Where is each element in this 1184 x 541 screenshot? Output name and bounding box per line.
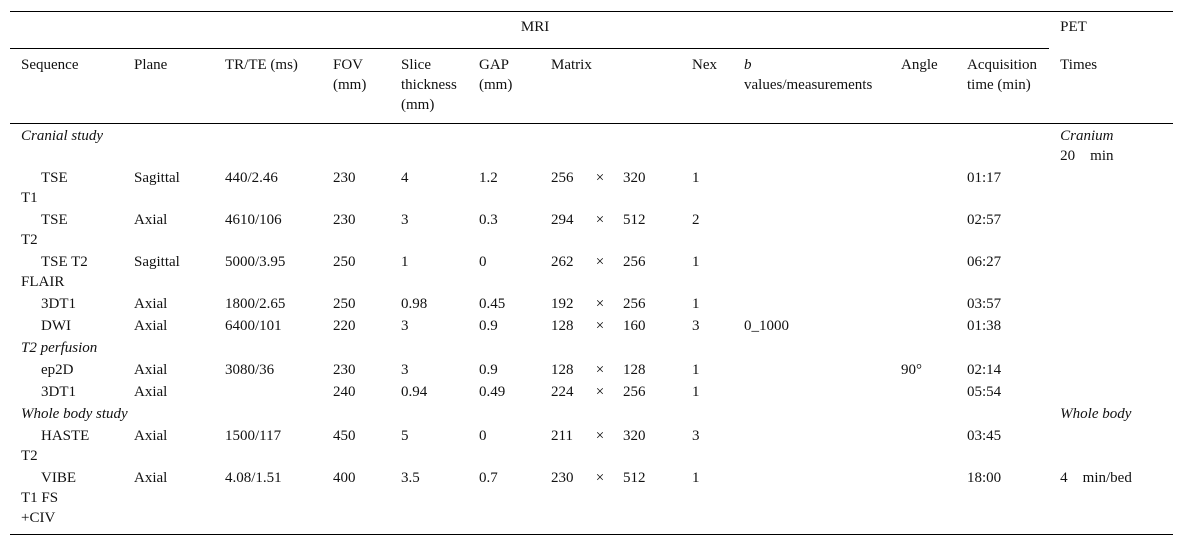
section-label: Whole body study: [21, 406, 128, 422]
sequence-cell: [10, 250, 123, 292]
slice-cell: 3: [401, 362, 409, 378]
pet-time-cell: [1049, 380, 1173, 402]
gap-cell: 0.9: [479, 318, 498, 334]
nex-cell: 1: [692, 362, 700, 378]
b-values-cell: [733, 380, 890, 402]
trte-cell: 1800/2.65: [225, 296, 286, 312]
sequence-name: 3DT1: [41, 384, 76, 400]
sequence-name: HASTE: [41, 428, 90, 444]
section-label: T2 perfusion: [21, 340, 98, 356]
col-header-slice: Slice thickness (mm): [390, 49, 468, 124]
matrix-cell: [540, 250, 681, 292]
matrix-rows: 192: [551, 296, 574, 312]
pet-time-cell: [1049, 250, 1173, 292]
sequence-cell: [10, 380, 123, 402]
times-symbol: ×: [595, 318, 605, 334]
plane-cell: Axial: [134, 362, 168, 378]
matrix-cols: 320: [623, 428, 646, 444]
plane-cell: Sagittal: [134, 170, 180, 186]
matrix-cell: [540, 424, 681, 466]
matrix-cell: [540, 208, 681, 250]
table-row: [10, 292, 1173, 314]
pet-duration: 20 min: [1060, 148, 1114, 164]
acquisition-time-cell: 02:14: [967, 362, 1002, 378]
sequence-cell: [10, 166, 123, 208]
col-header-nex: Nex: [681, 49, 733, 124]
table-body: [10, 124, 1173, 535]
sequence-cell: [10, 466, 123, 535]
matrix-rows: 294: [551, 212, 574, 228]
gap-cell: 0.3: [479, 212, 498, 228]
nex-cell: 3: [692, 318, 700, 334]
matrix-cols: 512: [623, 470, 646, 486]
gap-cell: 0.49: [479, 384, 506, 400]
pet-time-cell: [1049, 208, 1173, 250]
table-row: [10, 424, 1173, 466]
nex-cell: 1: [681, 466, 733, 535]
b-values-cell: [733, 466, 890, 535]
sequence-cell: [10, 208, 123, 250]
b-values-cell: [733, 358, 890, 380]
matrix-rows: 262: [551, 254, 574, 270]
sequence-name: TSE T2: [41, 254, 88, 270]
gap-cell: 0: [479, 428, 487, 444]
col-header-matrix: Matrix: [540, 49, 681, 124]
times-symbol: ×: [595, 362, 605, 378]
trte-cell: 6400/101: [225, 318, 282, 334]
matrix-cols: 256: [623, 384, 646, 400]
angle-cell: 90°: [901, 362, 922, 378]
gap-cell: 0.7: [468, 466, 540, 535]
col-header-trte: TR/TE (ms): [214, 49, 322, 124]
times-symbol: ×: [595, 296, 605, 312]
trte-cell: 3080/36: [225, 362, 275, 378]
plane-cell: Axial: [134, 428, 168, 444]
pet-time-cell: [1049, 424, 1173, 466]
col-header-times: Times: [1049, 49, 1173, 124]
nex-cell: 1: [692, 296, 700, 312]
trte-cell: [214, 380, 322, 402]
times-symbol: ×: [595, 254, 605, 270]
matrix-cell: [540, 292, 681, 314]
col-header-gap: GAP (mm): [468, 49, 540, 124]
acquisition-time-cell: 03:45: [967, 428, 1002, 444]
col-header-b-values: b values/measurements: [733, 49, 890, 124]
fov-cell: 220: [333, 318, 356, 334]
table-row: [10, 250, 1173, 292]
matrix-cell: [540, 358, 681, 380]
sequence-name: 3DT1: [41, 296, 76, 312]
slice-cell: 5: [401, 428, 409, 444]
angle-cell: [890, 292, 956, 314]
pet-group-header: PET: [1060, 19, 1087, 35]
header-group-row: [10, 12, 1173, 49]
times-symbol: ×: [595, 428, 605, 444]
matrix-cols: 128: [623, 362, 646, 378]
slice-cell: 0.98: [401, 296, 428, 312]
fov-cell: 230: [333, 362, 356, 378]
pet-time-cell: [1049, 166, 1173, 208]
col-header-acquisition: Acquisition time (min): [956, 49, 1049, 124]
pet-time-cell: [1049, 124, 1173, 167]
plane-cell: Axial: [134, 384, 168, 400]
col-header-plane: Plane: [123, 49, 214, 124]
matrix-rows: 256: [551, 170, 574, 186]
times-symbol: ×: [595, 384, 605, 400]
sequence-name-cont: FLAIR: [21, 274, 65, 290]
fov-cell: 230: [333, 212, 356, 228]
matrix-rows: 211: [551, 428, 573, 444]
fov-cell: 250: [333, 296, 356, 312]
table-row: [10, 358, 1173, 380]
matrix-rows: 128: [551, 362, 574, 378]
col-header-angle: Angle: [890, 49, 956, 124]
acquisition-time-cell: 01:17: [967, 170, 1002, 186]
angle-cell: [890, 208, 956, 250]
fov-cell: 240: [333, 384, 356, 400]
matrix-rows: 128: [551, 318, 574, 334]
gap-cell: 0: [479, 254, 487, 270]
slice-cell: 3.5: [390, 466, 468, 535]
mri-pet-protocol-table-container: [10, 11, 1173, 535]
matrix-cols: 160: [623, 318, 646, 334]
matrix-cols: 256: [623, 296, 646, 312]
pet-region: Whole body: [1060, 406, 1132, 422]
angle-cell: [890, 250, 956, 292]
table-row: [10, 380, 1173, 402]
table-row: [10, 466, 1173, 535]
slice-cell: 3: [401, 212, 409, 228]
matrix-cell: [540, 166, 681, 208]
sequence-name-cont: T2: [21, 448, 38, 464]
sequence-name-cont: T1: [21, 190, 38, 206]
matrix-cell: [540, 466, 681, 535]
pet-time-cell: [1049, 314, 1173, 336]
pet-time-cell: [1049, 402, 1173, 424]
pet-region: Cranium: [1060, 128, 1114, 144]
pet-time-cell: 4 min/bed: [1049, 466, 1173, 535]
section-row: [10, 402, 1173, 424]
acquisition-time-cell: 02:57: [967, 212, 1002, 228]
sequence-name-cont: T1 FS: [21, 490, 59, 506]
matrix-cols: 256: [623, 254, 646, 270]
sequence-name: ep2D: [41, 362, 74, 378]
slice-cell: 1: [401, 254, 409, 270]
nex-cell: 3: [692, 428, 700, 444]
acquisition-time-cell: 06:27: [967, 254, 1002, 270]
sequence-name: TSE: [41, 212, 68, 228]
fov-cell: 400: [322, 466, 390, 535]
matrix-rows: 224: [551, 384, 574, 400]
protocol-table: [10, 11, 1173, 535]
table-row: [10, 166, 1173, 208]
matrix-cell: [540, 314, 681, 336]
times-symbol: ×: [595, 212, 605, 228]
slice-cell: 3: [401, 318, 409, 334]
angle-cell: [890, 166, 956, 208]
nex-cell: 1: [692, 170, 700, 186]
sequence-name-cont: T2: [21, 232, 38, 248]
b-values-cell: [733, 292, 890, 314]
column-header-row: [10, 49, 1173, 124]
table-row: [10, 314, 1173, 336]
matrix-cell: [540, 380, 681, 402]
trte-cell: 4.08/1.51: [214, 466, 322, 535]
section-label: Cranial study: [21, 128, 104, 144]
fov-cell: 250: [333, 254, 356, 270]
plane-cell: Axial: [123, 466, 214, 535]
sequence-name-cont: +CIV: [21, 510, 56, 526]
section-row: [10, 124, 1173, 167]
sequence-cell: [10, 358, 123, 380]
b-values-cell: 0_1000: [744, 318, 789, 334]
times-symbol: ×: [595, 170, 605, 186]
nex-cell: 1: [692, 254, 700, 270]
acquisition-time-cell: 03:57: [967, 296, 1002, 312]
plane-cell: Axial: [134, 296, 168, 312]
slice-cell: 0.94: [401, 384, 428, 400]
acquisition-time-cell: 18:00: [956, 466, 1049, 535]
acquisition-time-cell: 01:38: [967, 318, 1002, 334]
gap-cell: 1.2: [479, 170, 498, 186]
col-header-sequence: Sequence: [10, 49, 123, 124]
trte-cell: 5000/3.95: [225, 254, 286, 270]
sequence-cell: [10, 424, 123, 466]
col-header-fov: FOV (mm): [322, 49, 390, 124]
sequence-name: DWI: [41, 318, 71, 334]
angle-cell: [890, 424, 956, 466]
plane-cell: Sagittal: [134, 254, 180, 270]
trte-cell: 4610/106: [225, 212, 282, 228]
sequence-name: VIBE: [41, 470, 76, 486]
matrix-rows: 230: [551, 470, 574, 486]
times-symbol: ×: [595, 470, 605, 486]
slice-cell: 4: [401, 170, 409, 186]
sequence-name: TSE: [41, 170, 68, 186]
gap-cell: 0.45: [479, 296, 506, 312]
pet-time-cell: [1049, 358, 1173, 380]
nex-cell: 2: [692, 212, 700, 228]
angle-cell: [890, 314, 956, 336]
matrix-cols: 320: [623, 170, 646, 186]
fov-cell: 230: [333, 170, 356, 186]
acquisition-time-cell: 05:54: [967, 384, 1002, 400]
nex-cell: 1: [692, 384, 700, 400]
trte-cell: 440/2.46: [225, 170, 278, 186]
angle-cell: [890, 380, 956, 402]
b-values-cell: [733, 166, 890, 208]
sequence-cell: [10, 314, 123, 336]
pet-time-cell: [1049, 292, 1173, 314]
table-row: [10, 208, 1173, 250]
plane-cell: Axial: [134, 212, 168, 228]
pet-time-cell: [1049, 336, 1173, 358]
sequence-cell: [10, 292, 123, 314]
fov-cell: 450: [333, 428, 356, 444]
mri-group-header: MRI: [10, 12, 1049, 49]
trte-cell: 1500/117: [225, 428, 282, 444]
b-values-cell: [733, 424, 890, 466]
matrix-cols: 512: [623, 212, 646, 228]
section-row: [10, 336, 1173, 358]
b-values-cell: [733, 250, 890, 292]
gap-cell: 0.9: [479, 362, 498, 378]
plane-cell: Axial: [134, 318, 168, 334]
b-values-cell: [733, 208, 890, 250]
angle-cell: [890, 466, 956, 535]
